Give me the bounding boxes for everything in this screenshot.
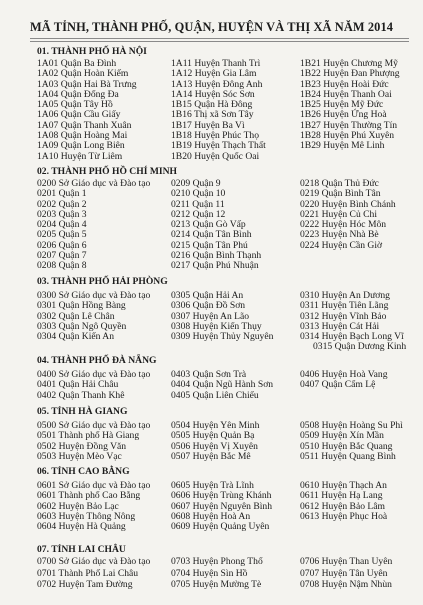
list-item: 0208 Quận 8 — [37, 260, 87, 272]
list-item: 0311 Huyện Tiên Lãng — [300, 300, 389, 312]
list-item: 0701 Thành Phố Lai Châu — [37, 567, 139, 579]
list-item: 1B25 Huyện Mỹ Đức — [300, 99, 384, 111]
list-item: 1B18 Huyện Phúc Thọ — [171, 130, 260, 142]
list-item: 1A11 Huyện Thanh Trì — [171, 58, 261, 69]
list-item: 1B29 Huyện Mê Linh — [300, 140, 385, 152]
section-heading: 02. THÀNH PHỐ HỒ CHÍ MINH — [37, 166, 178, 177]
list-item: 0406 Huyện Hoà Vang — [300, 369, 388, 380]
list-item: 1B24 Huyện Thanh Oai — [300, 88, 392, 100]
column-2 — [171, 179, 261, 272]
list-item: 1A06 Quận Cầu Giấy — [37, 109, 121, 121]
list-item: 0201 Quận 1 — [37, 188, 87, 200]
list-item: 0404 Quận Ngũ Hành Sơn — [171, 379, 274, 391]
list-item: 1B27 Huyện Thường Tín — [300, 119, 398, 131]
list-item: 0509 Huyện Xín Mần — [300, 430, 384, 442]
list-item: 0502 Huyện Đồng Văn — [37, 440, 127, 452]
list-item: 0312 Huyện Vĩnh Bảo — [300, 310, 387, 322]
list-item: 0304 Quận Kiến An — [37, 331, 115, 343]
title-divider — [30, 38, 409, 39]
section-heading: 01. THÀNH PHỐ HÀ NỘI — [37, 46, 147, 57]
list-item: 1B16 Thị xã Sơn Tây — [171, 109, 254, 121]
list-item: 0211 Quận 11 — [171, 198, 225, 210]
list-item: 1A05 Quận Tây Hồ — [37, 99, 113, 111]
list-item: 1B28 Huyện Phú Xuyên — [300, 130, 395, 142]
list-item: 0223 Huyện Nhà Bè — [300, 229, 379, 241]
list-item: 1B21 Huyện Chương Mỹ — [300, 58, 398, 69]
list-item: 1B19 Huyện Thạch Thất — [171, 140, 266, 152]
list-item: 1A02 Quận Hoàn Kiếm — [37, 68, 129, 80]
list-item: 0202 Quận 2 — [37, 198, 87, 210]
list-item: 0611 Huyện Hạ Lang — [300, 490, 383, 502]
section-heading: 03. THÀNH PHỐ HẢI PHÒNG — [37, 276, 168, 287]
list-item: 0601 Thành phố Cao Bằng — [37, 490, 141, 502]
list-item: 0207 Quận 7 — [37, 250, 87, 262]
list-item: 0215 Quận Tân Phú — [171, 239, 248, 251]
list-item: 0224 Huyện Cần Giờ — [300, 239, 383, 251]
list-item: 0506 Huyện Vị Xuyên — [171, 440, 258, 452]
page-title: MÃ TỈNH, THÀNH PHỐ, QUẬN, HUYỆN VÀ THỊ XÃ NĂM 2014 — [29, 20, 394, 34]
column-3 — [300, 481, 387, 522]
list-item: 0508 Huyện Hoàng Su Phì — [300, 420, 403, 431]
list-item: 1A10 Huyện Từ Liêm — [37, 150, 123, 162]
list-item: 0605 Huyện Trà Lĩnh — [171, 480, 254, 491]
list-item: 1B22 Huyện Đan Phượng — [300, 68, 400, 80]
section-heading: 04. THÀNH PHỐ ĐÀ NẴNG — [37, 355, 157, 366]
list-item: 0315 Quận Dương Kinh — [313, 341, 407, 353]
list-item: 0500 Sở Giáo dục và Đào tạo — [37, 420, 151, 431]
list-item: 0610 Huyện Thạch An — [300, 480, 387, 491]
list-item: 0214 Quận Tân Bình — [171, 229, 252, 241]
list-item: 1A13 Huyện Đông Anh — [171, 78, 263, 90]
list-item: 1A01 Quận Ba Đình — [37, 58, 117, 69]
list-item: 0400 Sở Giáo dục và Đào tạo — [37, 369, 151, 380]
list-item: 1A09 Quận Long Biên — [37, 140, 125, 152]
list-item: 0222 Huyện Hóc Môn — [300, 219, 387, 231]
list-item: 1A12 Huyện Gia Lâm — [171, 68, 257, 80]
list-item: 0402 Quận Thanh Khê — [37, 389, 125, 401]
column-1 — [37, 291, 150, 342]
list-item: 0706 Huyện Than Uyên — [300, 556, 393, 567]
list-item: 0210 Quận 10 — [171, 188, 226, 200]
list-item: 0401 Quận Hải Châu — [37, 379, 119, 391]
list-item: 0403 Quận Sơn Trà — [171, 369, 247, 380]
list-item: 1B20 Huyện Quốc Oai — [171, 150, 260, 162]
column-1 — [37, 421, 150, 462]
list-item: 1A07 Quận Thanh Xuân — [37, 119, 132, 131]
list-item: 0505 Huyện Quản Bạ — [171, 430, 255, 442]
list-item: 0511 Huyện Quang Bình — [300, 450, 396, 462]
list-item: 1A04 Quận Đống Đa — [37, 88, 119, 100]
column-3 — [300, 370, 388, 391]
list-item: 1A14 Huyện Sóc Sơn — [171, 88, 255, 100]
list-item: 0307 Huyện An Lão — [171, 310, 250, 322]
section-heading: 06. TỈNH CAO BẰNG — [37, 466, 130, 477]
list-item: 0200 Sở Giáo dục và Đào tạo — [37, 178, 151, 189]
column-1 — [37, 370, 150, 401]
list-item: 0501 Thành phố Hà Giang — [37, 430, 140, 442]
list-item: 0219 Quận Bình Tân — [300, 188, 381, 200]
list-item: 0612 Huyện Bảo Lâm — [300, 500, 385, 512]
list-item: 0601 Sở Giáo dục và Đào tạo — [37, 480, 151, 491]
list-item: 0708 Huyện Nậm Nhùn — [300, 579, 392, 590]
list-item: 0212 Quận 12 — [171, 208, 226, 220]
list-item: 0203 Quận 3 — [37, 208, 87, 220]
list-item: 0613 Huyện Phục Hoà — [300, 510, 388, 522]
column-2 — [171, 421, 259, 462]
column-1 — [37, 481, 150, 532]
list-item: 0306 Quận Đồ Sơn — [171, 300, 246, 312]
list-item: 0700 Sở Giáo dục và Đào tạo — [37, 556, 151, 567]
list-item: 0205 Quận 5 — [37, 229, 87, 241]
column-3 — [300, 59, 400, 152]
list-item: 0705 Huyện Mường Tè — [171, 579, 262, 590]
list-item: 0309 Huyện Thủy Nguyên — [171, 331, 274, 343]
list-item: 1B26 Huyện Ứng Hoà — [300, 109, 387, 121]
list-item: 0204 Quận 4 — [37, 219, 87, 231]
list-item: 0302 Quận Lê Chân — [37, 310, 115, 322]
list-item: 0609 Huyện Quảng Uyên — [171, 521, 270, 533]
list-item: 0604 Huyện Hà Quảng — [37, 521, 126, 533]
list-item: 0308 Huyện Kiến Thụy — [171, 320, 262, 332]
list-item: 1A08 Quận Hoàng Mai — [37, 130, 128, 142]
column-3 — [300, 421, 403, 462]
list-item: 0405 Quận Liên Chiểu — [171, 389, 259, 401]
list-item: 0301 Quận Hồng Bàng — [37, 300, 126, 312]
list-item: 0221 Huyện Củ Chi — [300, 208, 378, 220]
list-item: 0510 Huyện Bắc Quang — [300, 440, 393, 452]
list-item: 0704 Huyện Sìn Hồ — [171, 567, 248, 579]
list-item: 0608 Huyện Hoà An — [171, 510, 251, 522]
list-item: 0206 Quận 6 — [37, 239, 87, 251]
list-item: 0209 Quận 9 — [171, 178, 221, 189]
section-heading: 07. TỈNH LAI CHÂU — [37, 544, 126, 555]
title-divider-2 — [30, 41, 409, 42]
column-1 — [37, 59, 137, 162]
column-2 — [171, 556, 263, 591]
list-item: 0503 Huyện Mèo Vạc — [37, 450, 122, 462]
column-2 — [171, 291, 273, 342]
list-item: 0707 Huyện Tân Uyên — [300, 567, 388, 579]
list-item: 0305 Quận Hải An — [171, 290, 244, 301]
list-item: 0217 Quận Phú Nhuận — [171, 260, 259, 272]
list-item: 0300 Sở Giáo dục và Đào tạo — [37, 290, 151, 301]
list-item: 0303 Quận Ngô Quyền — [37, 320, 127, 332]
column-1 — [37, 556, 150, 591]
list-item: 0702 Huyện Tam Đường — [37, 579, 133, 590]
list-item: 0407 Quận Cẩm Lệ — [300, 379, 376, 391]
list-item: 0314 Huyện Bạch Long Vĩ — [300, 331, 404, 343]
list-item: 0220 Huyện Bình Chánh — [300, 198, 396, 210]
list-item: 1B23 Huyện Hoài Đức — [300, 78, 389, 90]
column-2 — [171, 370, 273, 401]
column-1 — [37, 179, 150, 272]
list-item: 0507 Huyện Bắc Mê — [171, 450, 251, 462]
list-item: 0703 Huyện Phong Thổ — [171, 556, 263, 567]
list-item: 0606 Huyện Trùng Khánh — [171, 490, 272, 502]
list-item: 1B17 Huyện Ba Vì — [171, 119, 245, 131]
list-item: 0313 Huyện Cát Hải — [300, 320, 380, 332]
column-3 — [300, 556, 392, 591]
column-3 — [300, 291, 406, 353]
list-item: 0607 Huyện Nguyên Bình — [171, 500, 272, 512]
section-heading: 05. TỈNH HÀ GIANG — [37, 406, 128, 417]
list-item: 0218 Quận Thủ Đức — [300, 178, 379, 189]
list-item: 0603 Huyện Thông Nông — [37, 510, 136, 522]
column-3 — [300, 179, 396, 251]
list-item: 0216 Quận Bình Thạnh — [171, 250, 262, 262]
list-item: 0602 Huyện Bảo Lạc — [37, 500, 119, 512]
list-item: 0213 Quận Gò Vấp — [171, 219, 246, 231]
list-item: 1A03 Quận Hai Bà Trưng — [37, 78, 137, 90]
column-2 — [171, 481, 272, 532]
list-item: 1B15 Quận Hà Đông — [171, 99, 253, 111]
column-2 — [171, 59, 266, 162]
list-item: 0504 Huyện Yên Minh — [171, 420, 260, 431]
list-item: 0310 Huyện An Dương — [300, 290, 390, 301]
